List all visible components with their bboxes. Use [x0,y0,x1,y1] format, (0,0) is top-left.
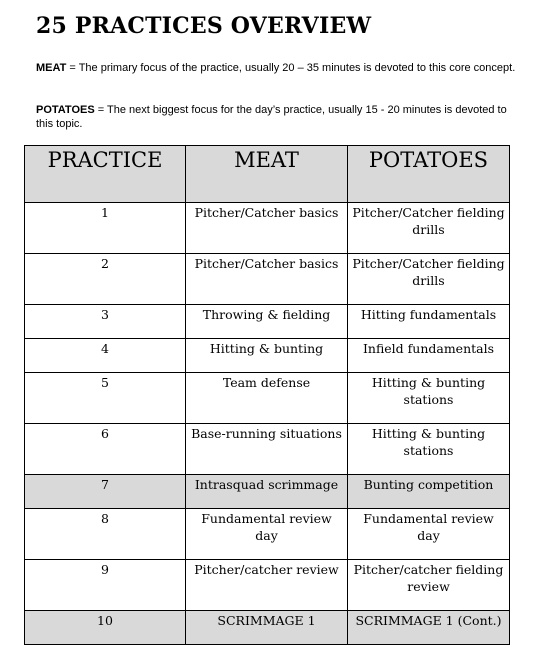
meat-cell: Pitcher/catcher review [186,560,348,611]
header-practice: PRACTICE [25,146,186,203]
header-potatoes: POTATOES [348,146,510,203]
practice-number-cell: 8 [25,509,186,560]
meat-term: MEAT [36,62,67,74]
practice-number-cell: 3 [25,305,186,339]
page-title: 25 PRACTICES OVERVIEW [36,13,372,39]
meat-cell: Pitcher/Catcher basics [186,254,348,305]
potatoes-cell: Infield fundamentals [348,339,510,373]
practice-number-cell: 4 [25,339,186,373]
table-row [25,560,510,611]
practice-number-cell: 9 [25,560,186,611]
meat-cell: Fundamental review day [186,509,348,560]
potatoes-term: POTATOES [36,104,95,116]
potatoes-cell: Pitcher/catcher fielding review [348,560,510,611]
table-row [25,424,510,475]
potatoes-cell: Hitting fundamentals [348,305,510,339]
practice-number-cell: 1 [25,203,186,254]
table-row [25,509,510,560]
meat-cell: Throwing & fielding [186,305,348,339]
potatoes-definition-text: = The next biggest focus for the day’s practice, usually 15 - 20 minutes is devoted to this topic. [36,104,507,130]
practice-number-cell: 2 [25,254,186,305]
practice-number-cell: 7 [25,475,186,509]
table-row [25,373,510,424]
practices-table [24,145,510,645]
meat-cell: Intrasquad scrimmage [186,475,348,509]
meat-definition [36,61,526,75]
meat-cell: Team defense [186,373,348,424]
table-row [25,339,510,373]
table-row [25,254,510,305]
potatoes-cell: Fundamental review day [348,509,510,560]
potatoes-cell: Bunting competition [348,475,510,509]
potatoes-cell: Pitcher/Catcher fielding drills [348,254,510,305]
meat-cell: Hitting & bunting [186,339,348,373]
table-row [25,305,510,339]
header-meat: MEAT [186,146,348,203]
table-row [25,475,510,509]
meat-cell: SCRIMMAGE 1 [186,611,348,645]
meat-cell: Base-running situations [186,424,348,475]
practice-number-cell: 6 [25,424,186,475]
potatoes-cell: Pitcher/Catcher fielding drills [348,203,510,254]
potatoes-cell: SCRIMMAGE 1 (Cont.) [348,611,510,645]
table-row [25,203,510,254]
table-row [25,611,510,645]
meat-definition-text: = The primary focus of the practice, usually 20 – 35 minutes is devoted to this core concept. [66,62,516,74]
potatoes-cell: Hitting & bunting stations [348,424,510,475]
practice-number-cell: 5 [25,373,186,424]
table-header-row [25,146,510,203]
meat-cell: Pitcher/Catcher basics [186,203,348,254]
potatoes-definition [36,103,526,131]
potatoes-cell: Hitting & bunting stations [348,373,510,424]
practice-number-cell: 10 [25,611,186,645]
